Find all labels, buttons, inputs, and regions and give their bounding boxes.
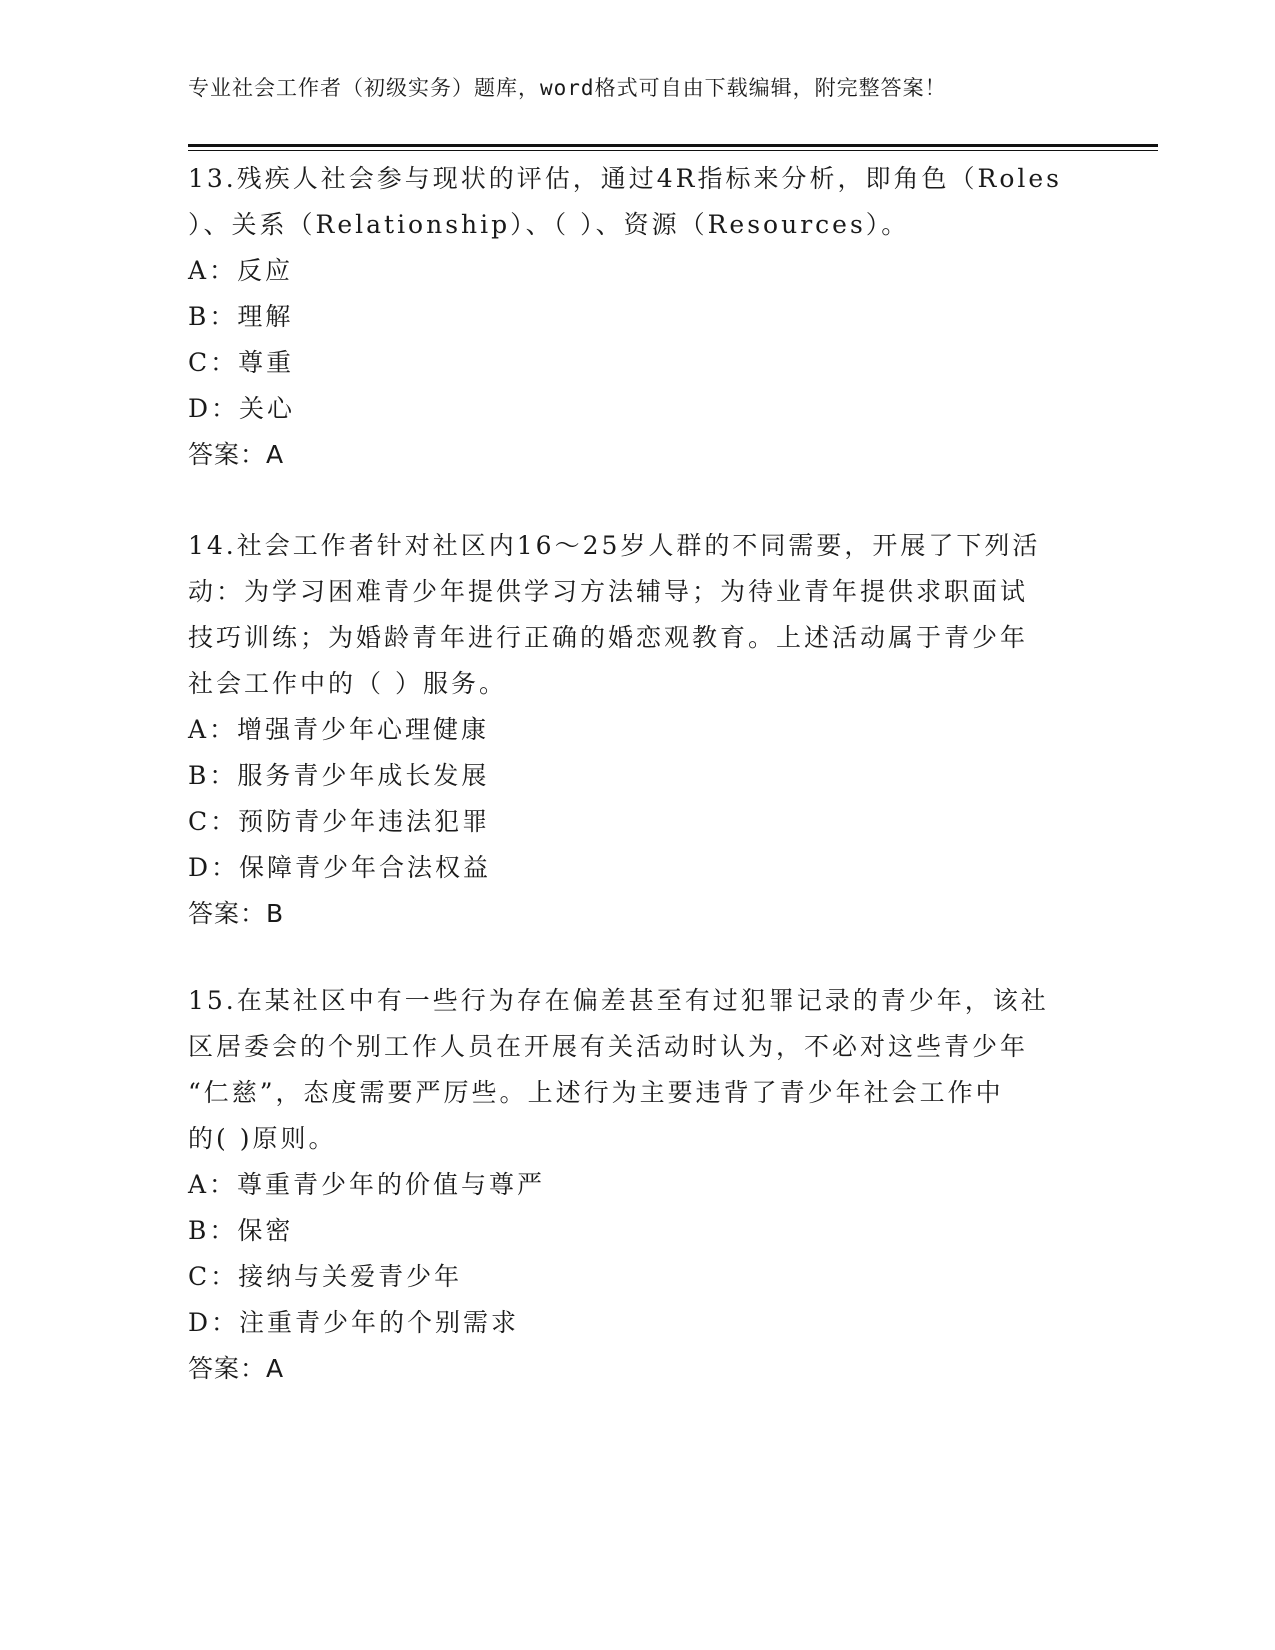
question-stem-line: 动：为学习困难青少年提供学习方法辅导；为待业青年提供求职面试 <box>188 577 1029 606</box>
question-stem-line: 社会工作中的（ ）服务。 <box>188 669 507 698</box>
question-stem-line: ）、关系（Relationship）、（ ）、资源（Resources）。 <box>188 210 910 239</box>
option-d: D：注重青少年的个别需求 <box>188 1308 520 1337</box>
option-c: C：接纳与关爱青少年 <box>188 1262 463 1291</box>
question-stem-line: 的( )原则。 <box>188 1124 337 1153</box>
option-c: C：预防青少年违法犯罪 <box>188 807 491 836</box>
option-b: B：理解 <box>188 302 294 331</box>
option-a: A：反应 <box>188 256 294 285</box>
option-a: A：增强青少年心理健康 <box>188 715 490 744</box>
header-divider-thin <box>188 150 1158 151</box>
answer: 答案：A <box>188 1354 285 1383</box>
answer: 答案：A <box>188 440 285 469</box>
answer: 答案：B <box>188 899 285 928</box>
question-stem-line: 13.残疾人社会参与现状的评估，通过4R指标来分析，即角色（Roles <box>188 164 1062 193</box>
question-13 <box>188 156 1088 478</box>
option-d: D：关心 <box>188 394 296 423</box>
question-stem-line: 区居委会的个别工作人员在开展有关活动时认为，不必对这些青少年 <box>188 1032 1029 1061</box>
question-stem-line: “仁慈”，态度需要严厉些。上述行为主要违背了青少年社会工作中 <box>188 1078 1004 1107</box>
option-a: A：尊重青少年的价值与尊严 <box>188 1170 546 1199</box>
page-header: 专业社会工作者（初级实务）题库，word格式可自由下载编辑，附完整答案！ <box>188 76 947 100</box>
question-14 <box>188 523 1088 937</box>
header-divider-thick <box>188 144 1158 147</box>
question-15 <box>188 978 1088 1392</box>
option-b: B：服务青少年成长发展 <box>188 761 490 790</box>
option-b: B：保密 <box>188 1216 294 1245</box>
option-c: C：尊重 <box>188 348 295 377</box>
question-stem-line: 技巧训练；为婚龄青年进行正确的婚恋观教育。上述活动属于青少年 <box>188 623 1029 652</box>
question-stem-line: 14.社会工作者针对社区内16～25岁人群的不同需要，开展了下列活 <box>188 531 1041 560</box>
option-d: D：保障青少年合法权益 <box>188 853 492 882</box>
question-stem-line: 15.在某社区中有一些行为存在偏差甚至有过犯罪记录的青少年，该社 <box>188 986 1049 1015</box>
